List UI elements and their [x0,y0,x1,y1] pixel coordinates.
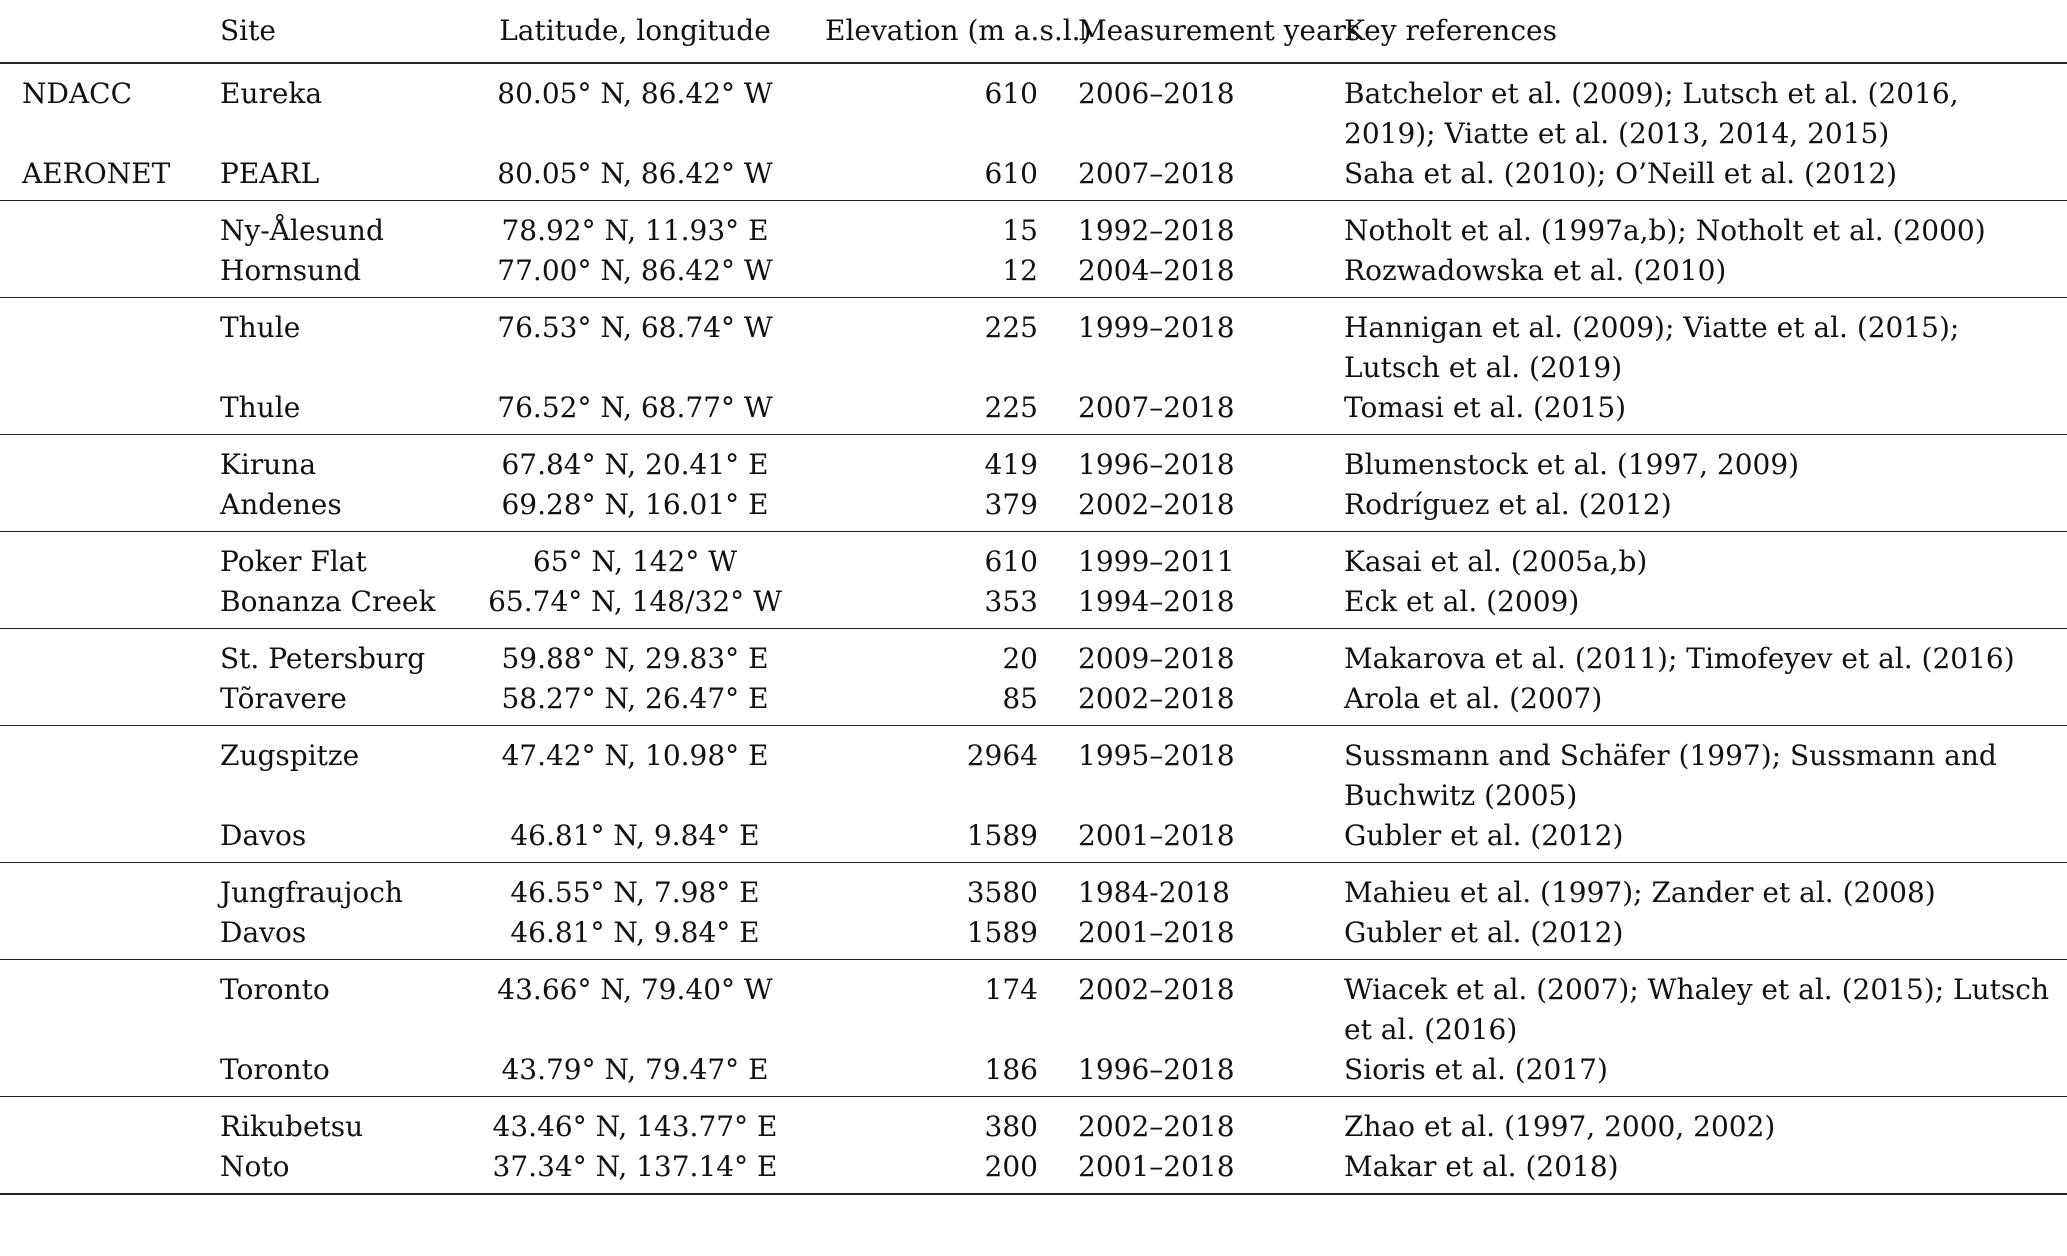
cell-refs: Mahieu et al. (1997); Zander et al. (2008) [1344,876,1936,909]
cell-latlon: 46.81° N, 9.84° E [510,819,760,852]
cell-refs: Rodríguez et al. (2012) [1344,488,1672,521]
cell-network [0,308,220,388]
cell-site: Thule [220,391,301,424]
cell-refs: Kasai et al. (2005a,b) [1344,545,1648,578]
cell-refs: Gubler et al. (2012) [1344,916,1624,949]
station-group [0,862,2067,959]
cell-elevation: 225 [984,311,1038,344]
station-group [0,1096,2067,1195]
cell-site: Toronto [220,1053,330,1086]
cell-refs: Hannigan et al. (2009); Viatte et al. (2015); Lutsch et al. (2019) [1344,311,1960,384]
table-row [0,679,2067,719]
cell-network [0,1050,220,1090]
cell-elevation: 85 [1002,682,1038,715]
cell-latlon: 37.34° N, 137.14° E [492,1150,778,1183]
cell-elevation: 12 [1002,254,1038,287]
table-row [0,308,2067,388]
cell-refs: Sussmann and Schäfer (1997); Sussmann and Buchwitz (2005) [1344,739,1997,812]
cell-years: 2002–2018 [1078,682,1235,715]
table-row [0,1050,2067,1090]
cell-years: 1994–2018 [1078,585,1235,618]
cell-site: Rikubetsu [220,1110,364,1143]
cell-elevation: 20 [1002,642,1038,675]
cell-years: 1996–2018 [1078,1053,1235,1086]
cell-network [0,251,220,291]
table-row [0,445,2067,485]
cell-years: 1999–2011 [1078,545,1235,578]
cell-site: Hornsund [220,254,362,287]
cell-elevation: 380 [984,1110,1038,1143]
table-row [0,639,2067,679]
header-years: Measurement years [1078,14,1361,47]
table-body [0,64,2067,1195]
cell-site: Davos [220,819,307,852]
cell-latlon: 76.52° N, 68.77° W [497,391,773,424]
table-row [0,736,2067,816]
header-elevation: Elevation (m a.s.l.) [825,14,1092,47]
cell-network [0,736,220,816]
header-latlon: Latitude, longitude [499,14,771,47]
cell-network [0,485,220,525]
cell-latlon: 76.53° N, 68.74° W [497,311,773,344]
table-row [0,388,2067,428]
cell-latlon: 59.88° N, 29.83° E [501,642,769,675]
cell-years: 1995–2018 [1078,739,1235,772]
cell-refs: Batchelor et al. (2009); Lutsch et al. (2016, 2019); Viatte et al. (2013, 2014, 2015) [1344,77,1959,150]
cell-elevation: 610 [984,157,1038,190]
cell-elevation: 225 [984,391,1038,424]
cell-network [0,679,220,719]
cell-years: 1996–2018 [1078,448,1235,481]
cell-elevation: 174 [984,973,1038,1006]
table-row [0,154,2067,194]
cell-network [0,873,220,913]
cell-network [0,1147,220,1187]
table-row [0,211,2067,251]
cell-years: 2001–2018 [1078,819,1235,852]
cell-latlon: 67.84° N, 20.41° E [501,448,769,481]
cell-latlon: 78.92° N, 11.93° E [501,214,769,247]
cell-years: 2007–2018 [1078,157,1235,190]
cell-latlon: 65° N, 142° W [532,545,738,578]
cell-refs: Rozwadowska et al. (2010) [1344,254,1727,287]
cell-site: Zugspitze [220,739,360,772]
cell-site: Kiruna [220,448,317,481]
cell-site: PEARL [220,157,320,190]
cell-site: Noto [220,1150,290,1183]
table-row [0,816,2067,856]
cell-site: Poker Flat [220,545,367,578]
cell-refs: Eck et al. (2009) [1344,585,1580,618]
cell-years: 2002–2018 [1078,1110,1235,1143]
cell-years: 2001–2018 [1078,916,1235,949]
cell-years: 1992–2018 [1078,214,1235,247]
cell-elevation: 610 [984,545,1038,578]
cell-elevation: 1589 [966,819,1038,852]
cell-latlon: 69.28° N, 16.01° E [501,488,769,521]
cell-years: 2002–2018 [1078,973,1235,1006]
cell-years: 2004–2018 [1078,254,1235,287]
cell-elevation: 15 [1002,214,1038,247]
cell-latlon: 80.05° N, 86.42° W [497,157,773,190]
cell-site: Andenes [220,488,342,521]
cell-site: Ny-Ålesund [220,214,384,247]
cell-network [0,816,220,856]
cell-refs: Sioris et al. (2017) [1344,1053,1608,1086]
cell-network [0,388,220,428]
header-site: Site [220,14,276,47]
cell-network [0,211,220,251]
cell-refs: Makarova et al. (2011); Timofeyev et al. (2016) [1344,642,2015,675]
cell-elevation: 419 [984,448,1038,481]
cell-latlon: 58.27° N, 26.47° E [501,682,769,715]
cell-network: NDACC [22,77,133,110]
station-group [0,64,2067,200]
cell-network [0,639,220,679]
table-row [0,873,2067,913]
cell-latlon: 47.42° N, 10.98° E [501,739,769,772]
station-group [0,725,2067,862]
cell-site: Bonanza Creek [220,585,436,618]
table-row [0,582,2067,622]
cell-refs: Arola et al. (2007) [1344,682,1603,715]
table-row [0,1107,2067,1147]
cell-elevation: 379 [984,488,1038,521]
cell-latlon: 65.74° N, 148/32° W [488,585,782,618]
cell-years: 2009–2018 [1078,642,1235,675]
cell-elevation: 1589 [966,916,1038,949]
cell-site: Eureka [220,77,323,110]
cell-latlon: 80.05° N, 86.42° W [497,77,773,110]
cell-years: 2007–2018 [1078,391,1235,424]
station-group [0,959,2067,1096]
cell-network [0,542,220,582]
cell-elevation: 2964 [966,739,1038,772]
cell-latlon: 43.66° N, 79.40° W [497,973,773,1006]
cell-elevation: 353 [984,585,1038,618]
cell-site: Thule [220,311,301,344]
table-row [0,913,2067,953]
cell-elevation: 610 [984,77,1038,110]
cell-years: 2006–2018 [1078,77,1235,110]
header-references: Key references [1344,14,1557,47]
cell-years: 2002–2018 [1078,488,1235,521]
cell-network [0,1107,220,1147]
cell-refs: Blumenstock et al. (1997, 2009) [1344,448,1800,481]
cell-site: St. Petersburg [220,642,426,675]
station-group [0,200,2067,297]
station-group [0,628,2067,725]
cell-network: AERONET [22,157,171,190]
cell-refs: Zhao et al. (1997, 2000, 2002) [1344,1110,1776,1143]
cell-years: 1999–2018 [1078,311,1235,344]
cell-refs: Saha et al. (2010); O’Neill et al. (2012) [1344,157,1898,190]
cell-refs: Tomasi et al. (2015) [1344,391,1627,424]
cell-latlon: 43.79° N, 79.47° E [501,1053,769,1086]
cell-latlon: 46.55° N, 7.98° E [510,876,760,909]
cell-years: 2001–2018 [1078,1150,1235,1183]
cell-site: Davos [220,916,307,949]
cell-network [0,913,220,953]
table-row [0,1147,2067,1187]
table-row [0,542,2067,582]
cell-refs: Wiacek et al. (2007); Whaley et al. (2015); Lutsch et al. (2016) [1344,973,2049,1046]
table-row [0,970,2067,1050]
cell-elevation: 186 [984,1053,1038,1086]
cell-site: Toronto [220,973,330,1006]
cell-latlon: 43.46° N, 143.77° E [492,1110,778,1143]
cell-site: Jungfraujoch [220,876,403,909]
cell-site: Tõravere [220,682,347,715]
cell-years: 1984-2018 [1078,876,1230,909]
table-row [0,485,2067,525]
cell-network [0,582,220,622]
cell-refs: Notholt et al. (1997a,b); Notholt et al. (2000) [1344,214,1986,247]
cell-latlon: 77.00° N, 86.42° W [497,254,773,287]
station-group [0,434,2067,531]
cell-refs: Gubler et al. (2012) [1344,819,1624,852]
station-group [0,297,2067,434]
table-header [0,0,2067,64]
table-row [0,251,2067,291]
cell-elevation: 3580 [966,876,1038,909]
cell-refs: Makar et al. (2018) [1344,1150,1619,1183]
cell-latlon: 46.81° N, 9.84° E [510,916,760,949]
station-group [0,531,2067,628]
table-row [0,74,2067,154]
cell-network [0,970,220,1050]
cell-network [0,445,220,485]
cell-elevation: 200 [984,1150,1038,1183]
